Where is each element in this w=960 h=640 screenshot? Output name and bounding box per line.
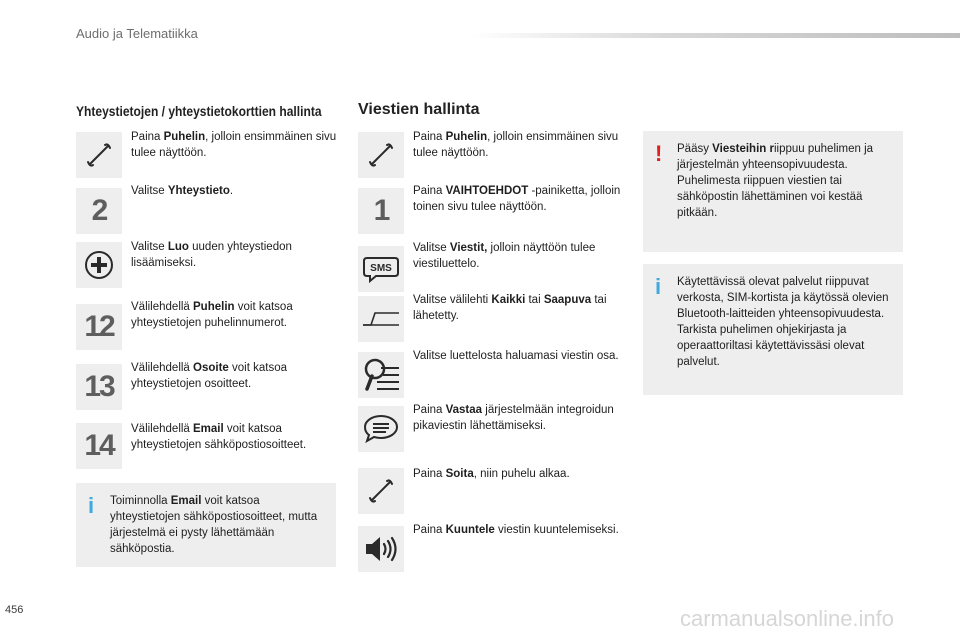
instruction-text: Valitse luettelosta haluamasi viestin osa. [413,350,619,362]
instruction-text: Valitse Viestit, jolloin näyttöön tulee viestiluettelo. [413,242,596,270]
info-icon: i [88,493,95,518]
instruction-text: Paina Vastaa järjestelmään integroidun pikaviestin lähettämiseksi. [413,404,614,432]
section-title-contacts: Yhteystietojen / yhteystietokorttien hallinta [76,103,322,119]
tab-icon [358,296,404,342]
search-list-icon [358,352,404,398]
speaker-icon [358,526,404,572]
info-icon: i [655,274,662,299]
instruction-text: Välilehdellä Osoite voit katsoa yhteystietojen osoitteet. [131,362,287,390]
instruction-text: Paina Puhelin, jolloin ensimmäinen sivu tulee näyttöön. [413,131,619,159]
info-note [643,264,903,395]
phone-handset-icon [358,468,404,514]
phone-handset-icon [76,132,122,178]
instruction-text: Valitse Yhteystieto. [131,185,234,197]
warning-exclamation-icon: ! [655,141,663,166]
phone-handset-icon [358,132,404,178]
instruction-text: Välilehdellä Puhelin voit katsoa yhteystietojen puhelinnumerot. [131,301,293,329]
step-badge: 14 [76,423,122,469]
info-note [76,483,336,567]
instruction-text: Paina Puhelin, jolloin ensimmäinen sivu tulee näyttöön. [131,131,337,159]
watermark: carmanualsonline.info [680,606,895,631]
instruction-text: Paina Kuuntele viestin kuuntelemiseksi. [413,524,619,536]
svg-text:SMS: SMS [370,263,392,274]
note-text: Käytettävissä olevat palvelut riippuvat verkosta, SIM-kortista ja käytössä olevien Bluetooth-laitteiden yhteensopivuudesta. Tarkista puhelimen ohjekirjasta ja operaattoriltasi käytettävissäsi olevat palvelut. [677,276,889,368]
instruction-text: Paina Soita, niin puhelu alkaa. [413,468,570,480]
instruction-text: Valitse välilehti Kaikki tai Saapuva tai lähetetty. [413,294,607,322]
warning-note [643,131,903,252]
section-title-messages: Viestien hallinta [358,101,480,118]
step-badge: 12 [76,304,122,350]
instruction-text: Välilehdellä Email voit katsoa yhteystietojen sähköpostiosoitteet. [131,423,307,451]
note-text: Pääsy Viesteihin riippuu puhelimen ja järjestelmän yhteensopivuudesta. Puhelimesta riippuen viestien tai sähköpostin lähettäminen voi kestää pitkään. [677,143,874,219]
page-number: 456 [5,604,24,616]
plus-circle-icon [76,242,122,288]
sms-icon [358,246,404,292]
instruction-text: Valitse Luo uuden yhteystiedon lisäämiseksi. [131,241,292,269]
step-badge: 1 [358,188,404,234]
instruction-text: Paina VAIHTOEHDOT -painiketta, jolloin toinen sivu tulee näyttöön. [413,185,621,213]
quick-message-icon [358,406,404,452]
note-text: Toiminnolla Email voit katsoa yhteystietojen sähköpostiosoitteet, mutta järjestelmä ei pysty lähettämään sähköpostia. [110,495,318,555]
header-divider [470,33,960,38]
step-badge: 13 [76,364,122,410]
step-badge: 2 [76,188,122,234]
chapter-title: Audio ja Telematiikka [76,26,198,41]
